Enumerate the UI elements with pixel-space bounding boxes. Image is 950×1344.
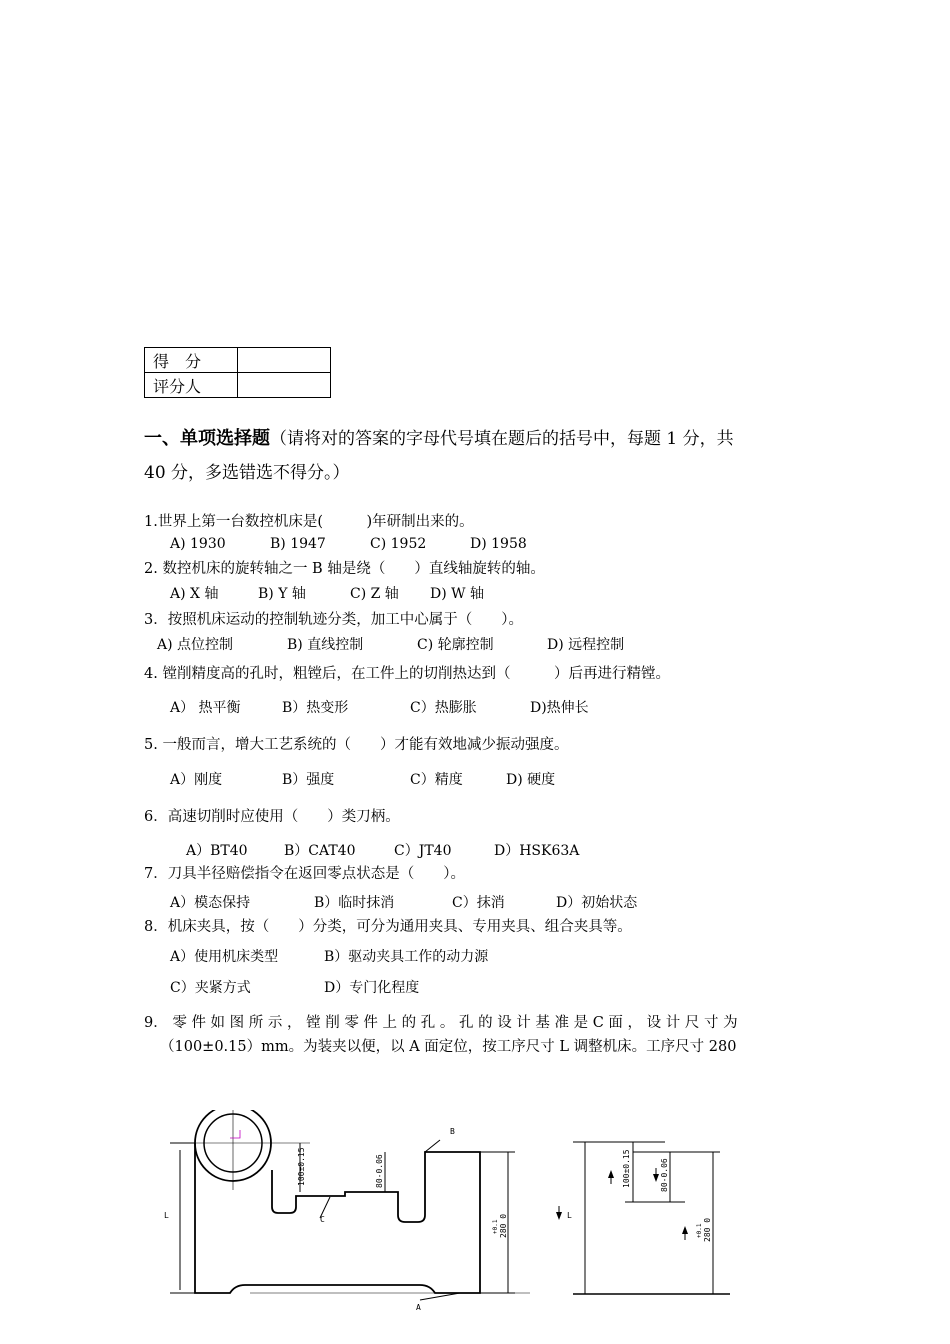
chain-dim-80-label: 80-0.06 [660,1158,669,1192]
question-7: 7．刀具半径赔偿指令在返回零点状态是（ ）。 [144,866,465,882]
option-c[interactable]: C) 1952 [370,536,427,552]
option-b[interactable]: B) 1947 [270,536,326,552]
question-4-options [170,697,589,717]
dim-80: 80-0.06 [375,1154,384,1188]
option-c[interactable]: C) Z 轴 [350,586,399,602]
question-2: 2. 数控机床的旋转轴之一 B 轴是绕（ ）直线轴旋转的轴。 [144,561,545,577]
section-note-line2: 40 分，多选错选不得分。） [144,463,350,483]
grader-row [145,373,331,398]
question-3-options [157,634,624,654]
question-2-options [170,583,484,603]
option-a[interactable]: A) X 轴 [170,586,219,602]
option-b[interactable]: B）驱动夹具工作的动力源 [324,949,489,965]
dimension-chain-diagram [545,1130,745,1305]
question-7-options [170,892,637,912]
section-note-line1: （请将对的答案的字母代号填在题后的括号中，每题 1 分，共 [270,429,734,449]
option-c[interactable]: C）抹消 [452,895,505,911]
option-c[interactable]: C) 轮廓控制 [417,637,494,653]
chain-dim-280-tol: +0.1 [696,1223,703,1238]
option-d[interactable]: D) 硬度 [506,772,556,788]
option-a[interactable]: A) 点位控制 [157,637,234,653]
question-4: 4. 镗削精度高的孔时，粗镗后，在工件上的切削热达到（ ）后再进行精镗。 [144,666,670,682]
question-5: 5. 一般而言，增大工艺系统的（ ）才能有效地减少振动强度。 [144,737,569,753]
grader-label: 评分人 [145,373,238,398]
option-c[interactable]: C）JT40 [394,843,452,859]
question-9-line1: 9． 零 件 如 图 所 示 ， 镗 削 零 件 上 的 孔 。 孔 的 设 计 基 准 是 C 面 ， 设 计 尺 寸 为 [144,1015,738,1031]
chain-label-l: L [567,1211,572,1220]
dim-100: 100±0.15 [297,1147,306,1186]
score-value[interactable] [238,348,331,373]
option-b[interactable]: B) 直线控制 [287,637,364,653]
question-8-options-row1 [170,946,488,966]
option-b[interactable]: B）热变形 [282,700,349,716]
option-d[interactable]: D）HSK63A [494,843,580,859]
leader-a [420,1293,460,1300]
question-1: 1.世界上第一台数控机床是( )年研制出来的。 [144,514,474,530]
option-d[interactable]: D）初始状态 [556,895,638,911]
option-a[interactable]: A）模态保持 [170,895,251,911]
score-table [144,347,331,398]
option-d[interactable]: D) W 轴 [430,586,484,602]
score-row [145,348,331,373]
question-8-options-row2 [170,977,419,997]
option-a[interactable]: A）使用机床类型 [170,949,279,965]
part-outline [195,1143,480,1293]
label-c: C [320,1215,325,1224]
grader-value[interactable] [238,373,331,398]
label-l: L [164,1211,169,1220]
chain-dim-100-label: 100±0.15 [622,1149,631,1188]
option-d[interactable]: D）专门化程度 [324,980,420,996]
label-b: B [450,1127,455,1136]
option-b[interactable]: B）强度 [282,772,335,788]
option-d[interactable]: D) 1958 [470,536,527,552]
origin-marker [230,1130,240,1138]
option-a[interactable]: A）刚度 [170,772,223,788]
question-1-options [170,536,527,552]
option-b[interactable]: B）CAT40 [284,843,356,859]
section-title: 一、单项选择题 [144,428,270,449]
dim-280: 280 0 [499,1213,508,1238]
score-label: 得 分 [145,348,238,373]
option-d[interactable]: D) 远程控制 [547,637,625,653]
section-heading [144,424,734,450]
option-b[interactable]: B) Y 轴 [258,586,306,602]
option-c[interactable]: C）热膨胀 [410,700,477,716]
label-a: A [416,1303,421,1312]
question-8: 8．机床夹具，按（ ）分类，可分为通用夹具、专用夹具、组合夹具等。 [144,919,632,935]
option-c[interactable]: C）夹紧方式 [170,980,251,996]
question-9-line2: （100±0.15）mm。为装夹以便，以 A 面定位，按工序尺寸 L 调整机床。工序尺寸 280 [160,1039,737,1055]
question-6: 6．高速切削时应使用（ ）类刀柄。 [144,809,400,825]
part-drawing [150,1110,530,1325]
leader-b [425,1140,440,1152]
chain-dim-280-label: 280 0 [703,1217,712,1242]
option-c[interactable]: C）精度 [410,772,463,788]
question-5-options [170,769,555,789]
option-d[interactable]: D)热伸长 [530,700,589,716]
dim-280-tol: +0.1 [492,1219,499,1234]
option-b[interactable]: B）临时抹消 [314,895,395,911]
option-a[interactable]: A） 热平衡 [170,700,241,716]
question-6-options [186,840,579,860]
option-a[interactable]: A）BT40 [186,843,248,859]
option-a[interactable]: A) 1930 [170,536,226,552]
question-3: 3．按照机床运动的控制轨迹分类，加工中心属于（ ）。 [144,612,523,628]
